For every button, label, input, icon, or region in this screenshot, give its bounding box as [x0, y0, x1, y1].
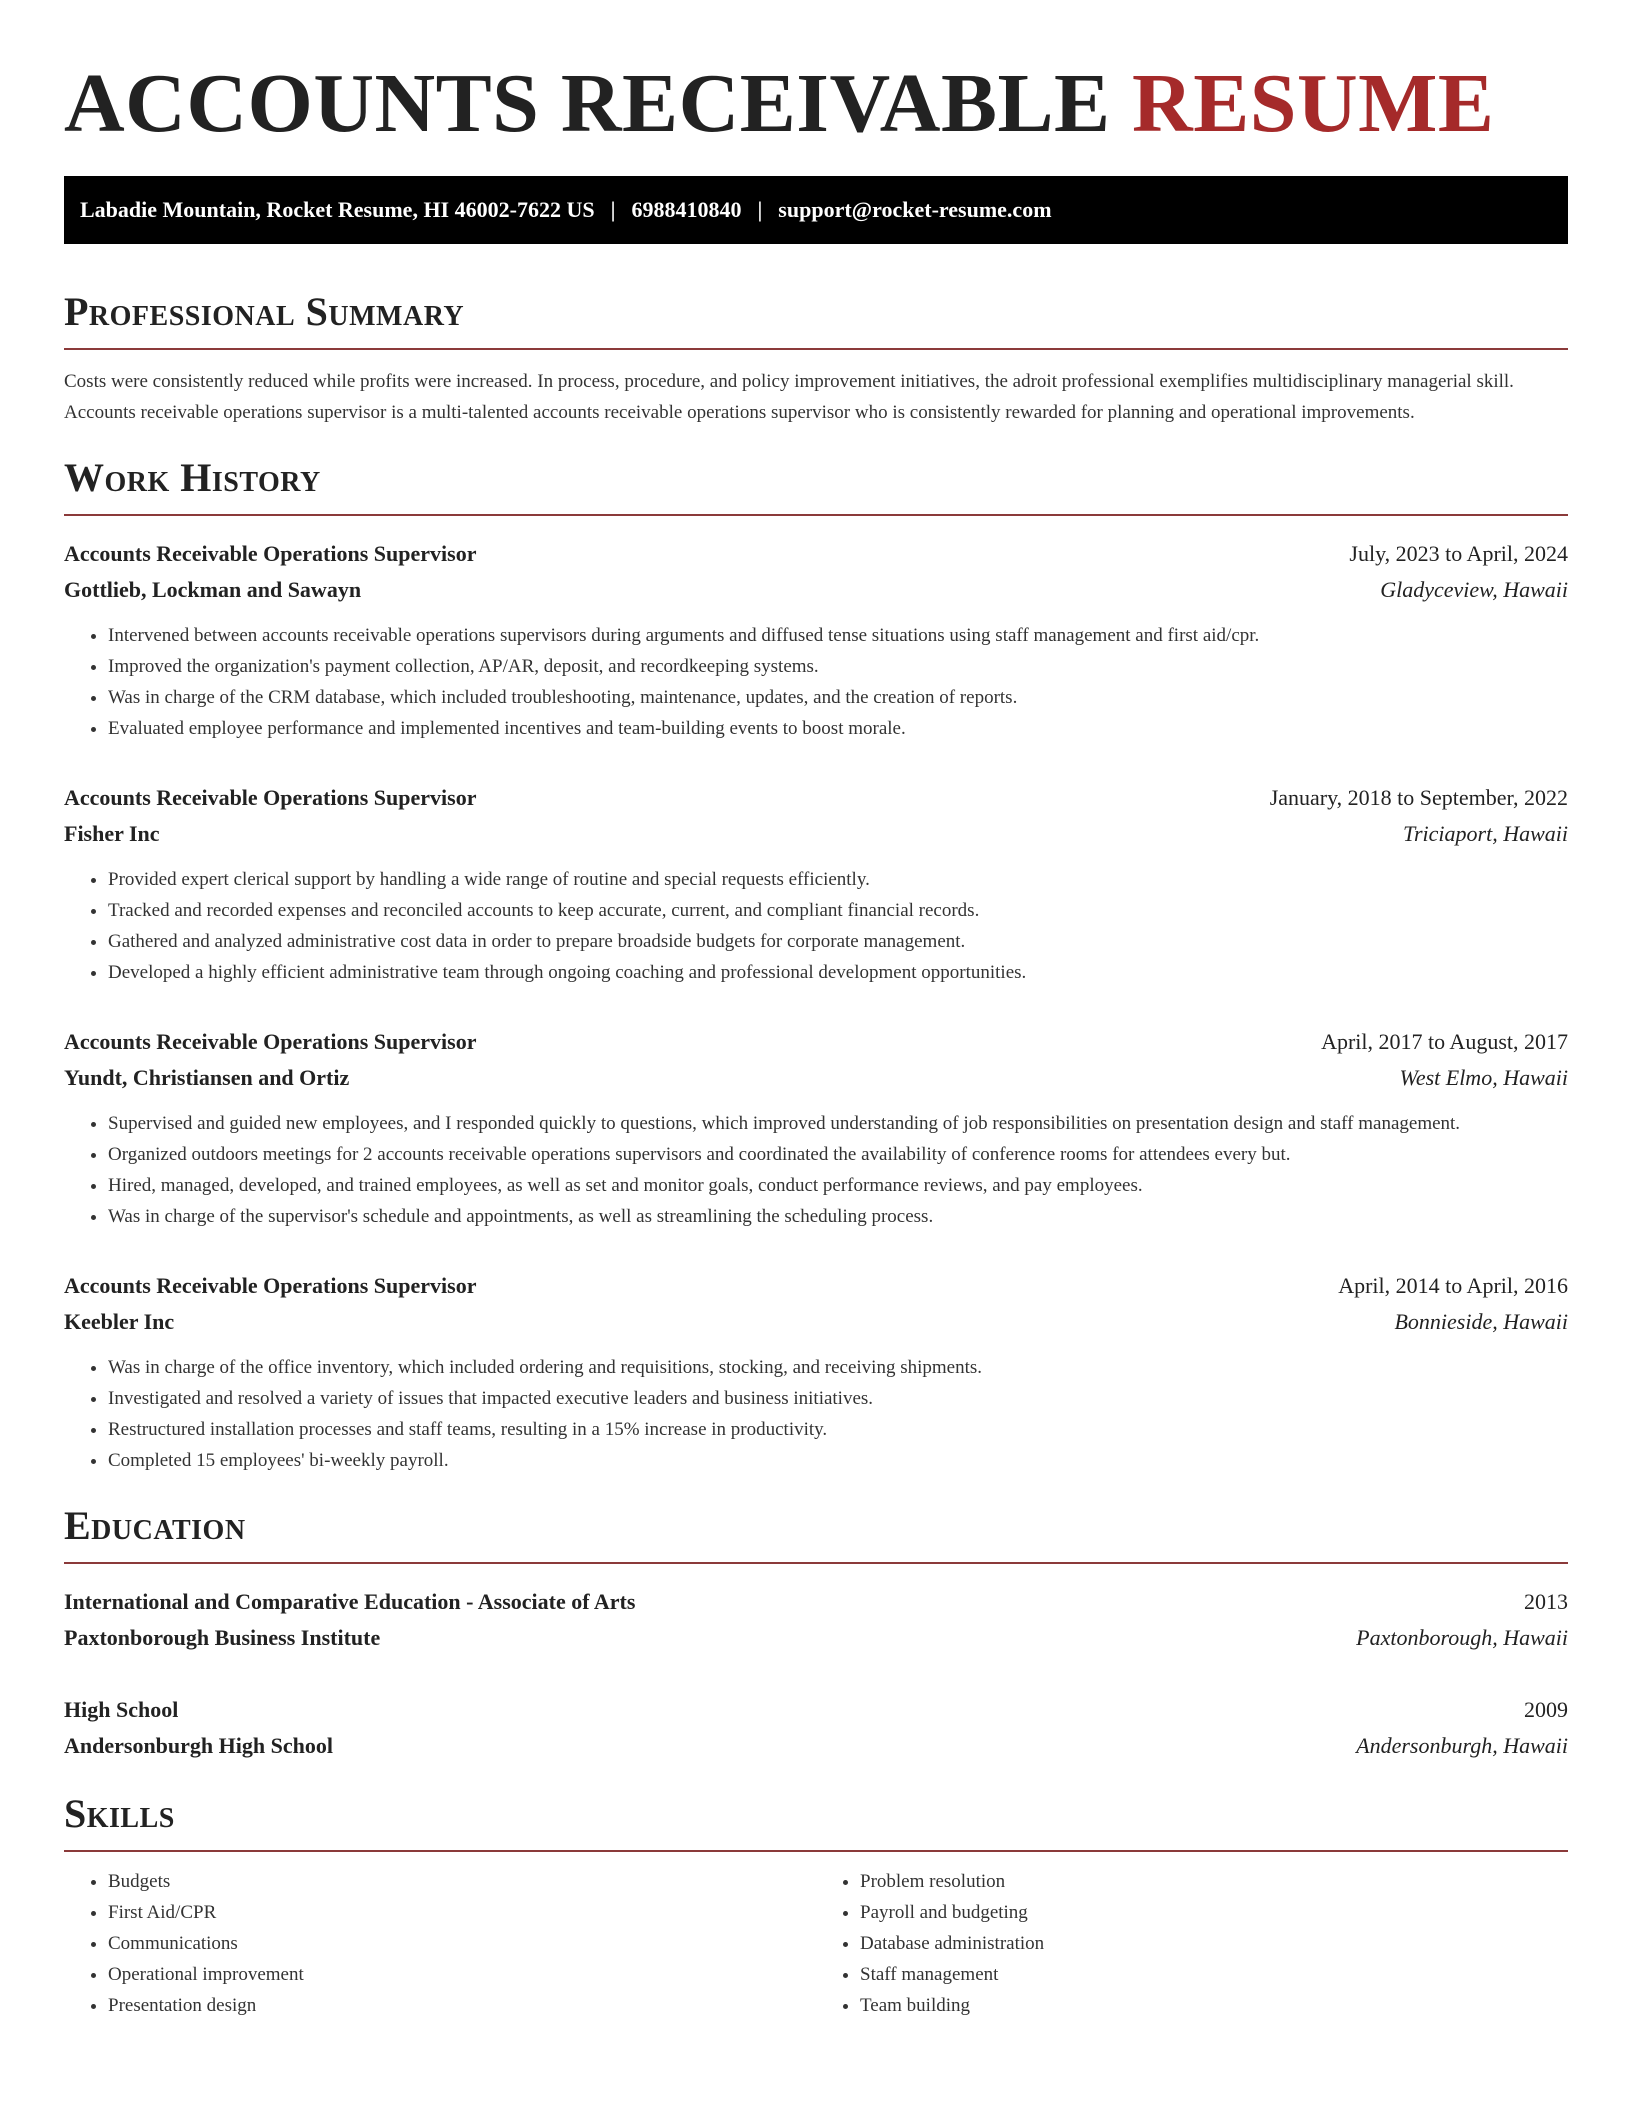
skills-list-left — [64, 1866, 816, 2021]
skill-item: • Staff management — [860, 1959, 1568, 1990]
job-bullet: • Was in charge of the supervisor's schedule and appointments, as well as streamlining the scheduling process. — [108, 1201, 1568, 1232]
education-year: 2009 — [1524, 1697, 1568, 1722]
job-company: Gottlieb, Lockman and Sawayn — [64, 577, 362, 602]
job-company: Fisher Inc — [64, 821, 160, 846]
job-bullet: • Supervised and guided new employees, and I responded quickly to questions, which improved understanding of job responsibilities on presentation design and staff management. — [108, 1108, 1568, 1139]
job-company: Keebler Inc — [64, 1309, 175, 1334]
job-bullet: • Improved the organization's payment collection, AP/AR, deposit, and recordkeeping systems. — [108, 651, 1568, 682]
job-title: Accounts Receivable Operations Supervisor — [64, 1273, 477, 1298]
job-header-row — [64, 536, 1568, 572]
job-bullet: • Organized outdoors meetings for 2 accounts receivable operations supervisors and coordinated the availability of conference rooms for attendees every but. — [108, 1139, 1568, 1170]
job-bullet: • Was in charge of the office inventory, which included ordering and requisitions, stocking, and receiving shipments. — [108, 1352, 1568, 1383]
job-bullet: • Completed 15 employees' bi-weekly payroll. — [108, 1445, 1568, 1476]
contact-phone: 6988410840 — [631, 197, 742, 222]
job-company-row — [64, 1060, 1568, 1096]
job-location: Gladyceview, Hawaii — [1380, 577, 1568, 602]
resume-title — [64, 0, 1568, 176]
job-dates: January, 2018 to September, 2022 — [1269, 785, 1568, 810]
job-title: Accounts Receivable Operations Supervisor — [64, 541, 477, 566]
education-school: Paxtonborough Business Institute — [64, 1625, 381, 1650]
contact-email[interactable]: support@rocket-resume.com — [778, 197, 1052, 222]
skill-item: • Communications — [108, 1928, 816, 1959]
job-bullet: • Investigated and resolved a variety of issues that impacted executive leaders and business initiatives. — [108, 1383, 1568, 1414]
job-dates: July, 2023 to April, 2024 — [1349, 541, 1568, 566]
job-bullet: • Was in charge of the CRM database, which included troubleshooting, maintenance, updates, and the creation of reports. — [108, 682, 1568, 713]
job-location: Triciaport, Hawaii — [1402, 821, 1568, 846]
title-accent: RESUME — [1132, 57, 1495, 150]
education-degree-row — [64, 1584, 1568, 1620]
job-dates: April, 2017 to August, 2017 — [1321, 1029, 1568, 1054]
skill-item: • First Aid/CPR — [108, 1897, 816, 1928]
summary-text: Costs were consistently reduced while profits were increased. In process, procedure, and policy improvement initiatives, the adroit professional exemplifies multidisciplinary managerial skill. Accounts receivable operations supervisor is a multi-talented accounts receivable operations supervisor who is consistently rewarded for planning and operational improvements. — [64, 371, 1514, 423]
skill-item: • Budgets — [108, 1866, 816, 1897]
contact-separator: | — [610, 197, 616, 222]
contact-bar — [64, 176, 1568, 244]
job-bullets — [64, 1108, 1568, 1232]
job-dates: April, 2014 to April, 2016 — [1338, 1273, 1568, 1298]
title-main: ACCOUNTS RECEIVABLE — [64, 57, 1111, 150]
job-bullet: • Tracked and recorded expenses and reconciled accounts to keep accurate, current, and compliant financial records. — [108, 895, 1568, 926]
job-company-row — [64, 1304, 1568, 1340]
skill-item: • Payroll and budgeting — [860, 1897, 1568, 1928]
summary-section — [64, 288, 1568, 428]
summary-heading: Professional Summary — [64, 288, 1568, 350]
work-history-section — [64, 454, 1568, 1476]
contact-separator: | — [757, 197, 763, 222]
job-bullet: • Restructured installation processes and staff teams, resulting in a 15% increase in productivity. — [108, 1414, 1568, 1445]
job-header-row — [64, 1024, 1568, 1060]
job-company-row — [64, 816, 1568, 852]
skill-item: • Problem resolution — [860, 1866, 1568, 1897]
education-school-row — [64, 1620, 1568, 1656]
job-bullets — [64, 620, 1568, 744]
skills-list-right — [816, 1866, 1568, 2021]
skills-heading: Skills — [64, 1790, 1568, 1852]
education-entry — [64, 1692, 1568, 1764]
education-heading: Education — [64, 1502, 1568, 1564]
education-school: Andersonburgh High School — [64, 1733, 333, 1758]
skill-item: • Team building — [860, 1990, 1568, 2021]
job-entry — [64, 780, 1568, 988]
skills-section — [64, 1790, 1568, 2021]
job-bullet: • Developed a highly efficient administrative team through ongoing coaching and professional development opportunities. — [108, 957, 1568, 988]
skill-item: • Database administration — [860, 1928, 1568, 1959]
education-location: Paxtonborough, Hawaii — [1356, 1625, 1568, 1650]
skills-columns — [64, 1866, 1568, 2021]
job-bullet: • Gathered and analyzed administrative cost data in order to prepare broadside budgets for corporate management. — [108, 926, 1568, 957]
contact-address: Labadie Mountain, Rocket Resume, HI 46002-7622 US — [80, 197, 595, 222]
job-bullet: • Evaluated employee performance and implemented incentives and team-building events to boost morale. — [108, 713, 1568, 744]
education-year: 2013 — [1524, 1589, 1568, 1614]
education-degree: High School — [64, 1697, 179, 1722]
job-entry — [64, 1268, 1568, 1476]
job-location: West Elmo, Hawaii — [1399, 1065, 1568, 1090]
education-school-row — [64, 1728, 1568, 1764]
skill-item: • Presentation design — [108, 1990, 816, 2021]
education-location: Andersonburgh, Hawaii — [1356, 1733, 1568, 1758]
job-bullet: • Intervened between accounts receivable operations supervisors during arguments and diffused tense situations using staff management and first aid/cpr. — [108, 620, 1568, 651]
work-history-heading: Work History — [64, 454, 1568, 516]
job-title: Accounts Receivable Operations Supervisor — [64, 1029, 477, 1054]
skill-item: • Operational improvement — [108, 1959, 816, 1990]
job-title: Accounts Receivable Operations Supervisor — [64, 785, 477, 810]
job-header-row — [64, 780, 1568, 816]
job-company: Yundt, Christiansen and Ortiz — [64, 1065, 350, 1090]
job-entry — [64, 1024, 1568, 1232]
job-bullet: • Hired, managed, developed, and trained employees, as well as set and monitor goals, conduct performance reviews, and pay employees. — [108, 1170, 1568, 1201]
job-bullets — [64, 1352, 1568, 1476]
job-bullets — [64, 864, 1568, 988]
education-entry — [64, 1584, 1568, 1656]
job-entry — [64, 536, 1568, 744]
education-degree-row — [64, 1692, 1568, 1728]
education-section — [64, 1502, 1568, 1764]
job-location: Bonnieside, Hawaii — [1394, 1309, 1568, 1334]
job-company-row — [64, 572, 1568, 608]
job-bullet: • Provided expert clerical support by handling a wide range of routine and special requests efficiently. — [108, 864, 1568, 895]
education-degree: International and Comparative Education - Associate of Arts — [64, 1589, 636, 1614]
job-header-row — [64, 1268, 1568, 1304]
